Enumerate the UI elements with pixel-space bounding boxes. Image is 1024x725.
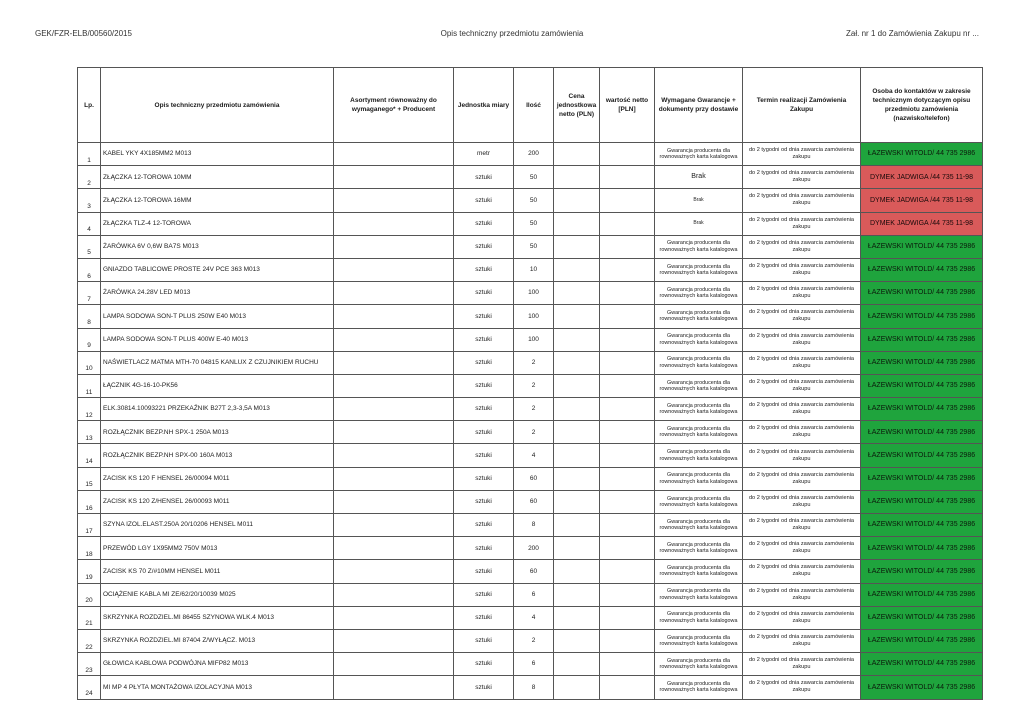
contact-person: DYMEK JADWIGA /44 735 11-98 [861, 189, 983, 212]
equivalent-input[interactable] [334, 421, 454, 444]
equivalent-input[interactable] [334, 629, 454, 652]
table-row [78, 398, 983, 421]
quantity: 100 [514, 282, 554, 305]
table-row [78, 514, 983, 537]
contact-person: ŁAZEWSKI WITOLD/ 44 735 2986 [861, 537, 983, 560]
unit-of-measure: sztuki [454, 606, 514, 629]
column-header-quantity: Ilość [514, 68, 554, 143]
table-row [78, 444, 983, 467]
equivalent-input[interactable] [334, 514, 454, 537]
guarantee-requirements: Gwarancja producenta dla rownoważnych karta katalogowa [655, 374, 743, 397]
unit-of-measure: sztuki [454, 235, 514, 258]
contact-person: ŁAZEWSKI WITOLD/ 44 735 2986 [861, 258, 983, 281]
net-value-input[interactable] [600, 328, 655, 351]
guarantee-requirements: Gwarancja producenta dla rownoważnych karta katalogowa [655, 444, 743, 467]
unit-of-measure: sztuki [454, 258, 514, 281]
delivery-term: do 2 tygodni od dnia zawarcia zamówienia zakupu [743, 676, 861, 699]
unit-of-measure: sztuki [454, 212, 514, 235]
unit-of-measure: sztuki [454, 282, 514, 305]
contact-person: ŁAZEWSKI WITOLD/ 44 735 2986 [861, 143, 983, 166]
contact-person: ŁAZEWSKI WITOLD/ 44 735 2986 [861, 444, 983, 467]
unit-of-measure: sztuki [454, 490, 514, 513]
table-row [78, 537, 983, 560]
quantity: 50 [514, 235, 554, 258]
unit-of-measure: sztuki [454, 189, 514, 212]
unit-price-input[interactable] [554, 258, 600, 281]
contact-person: DYMEK JADWIGA /44 735 11-98 [861, 212, 983, 235]
item-description: SKRZYNKA ROZDZIEL.MI 86455 SZYNOWA WLK.4 M013 [101, 606, 334, 629]
equivalent-input[interactable] [334, 537, 454, 560]
equivalent-input[interactable] [334, 398, 454, 421]
delivery-term: do 2 tygodni od dnia zawarcia zamówienia zakupu [743, 143, 861, 166]
table-row [78, 328, 983, 351]
guarantee-requirements: Brak [655, 212, 743, 235]
delivery-term: do 2 tygodni od dnia zawarcia zamówienia zakupu [743, 398, 861, 421]
table-row [78, 421, 983, 444]
equivalent-input[interactable] [334, 490, 454, 513]
row-number: 11 [78, 374, 101, 397]
unit-price-input[interactable] [554, 398, 600, 421]
equivalent-input[interactable] [334, 235, 454, 258]
net-value-input[interactable] [600, 282, 655, 305]
guarantee-requirements: Gwarancja producenta dla rownoważnych karta katalogowa [655, 629, 743, 652]
unit-price-input[interactable] [554, 235, 600, 258]
guarantee-requirements: Gwarancja producenta dla rownoważnych karta katalogowa [655, 653, 743, 676]
table-row [78, 490, 983, 513]
row-number: 22 [78, 629, 101, 652]
table-row [78, 467, 983, 490]
row-number: 6 [78, 258, 101, 281]
contact-person: ŁAZEWSKI WITOLD/ 44 735 2986 [861, 282, 983, 305]
unit-price-input[interactable] [554, 490, 600, 513]
unit-price-input[interactable] [554, 189, 600, 212]
contact-person: ŁAZEWSKI WITOLD/ 44 735 2986 [861, 421, 983, 444]
unit-price-input[interactable] [554, 676, 600, 699]
row-number: 5 [78, 235, 101, 258]
unit-of-measure: sztuki [454, 166, 514, 189]
row-number: 17 [78, 514, 101, 537]
unit-price-input[interactable] [554, 374, 600, 397]
quantity: 50 [514, 189, 554, 212]
net-value-input[interactable] [600, 537, 655, 560]
unit-of-measure: sztuki [454, 583, 514, 606]
row-number: 21 [78, 606, 101, 629]
table-row [78, 189, 983, 212]
table-row [78, 351, 983, 374]
column-header-description: Opis techniczny przedmiotu zamówienia [101, 68, 334, 143]
row-number: 12 [78, 398, 101, 421]
contact-person: ŁAZEWSKI WITOLD/ 44 735 2986 [861, 305, 983, 328]
quantity: 2 [514, 398, 554, 421]
quantity: 100 [514, 328, 554, 351]
equivalent-input[interactable] [334, 560, 454, 583]
guarantee-requirements: Gwarancja producenta dla rownoważnych karta katalogowa [655, 514, 743, 537]
table-header-row [78, 68, 983, 143]
contact-person: ŁAZEWSKI WITOLD/ 44 735 2986 [861, 629, 983, 652]
item-description: ZACISK KS 120 Z/HENSEL 26/00093 M011 [101, 490, 334, 513]
row-number: 19 [78, 560, 101, 583]
contact-person: ŁAZEWSKI WITOLD/ 44 735 2986 [861, 328, 983, 351]
delivery-term: do 2 tygodni od dnia zawarcia zamówienia zakupu [743, 629, 861, 652]
item-description: LAMPA SODOWA SON-T PLUS 250W E40 M013 [101, 305, 334, 328]
quantity: 4 [514, 606, 554, 629]
equivalent-input[interactable] [334, 444, 454, 467]
column-header-contact-person: Osoba do kontaktów w zakresie technicznym dotyczącym opisu przedmiotu zamówienia (nazwisko/telefon) [861, 68, 983, 143]
table-row [78, 143, 983, 166]
guarantee-requirements: Gwarancja producenta dla rownoważnych karta katalogowa [655, 143, 743, 166]
quantity: 60 [514, 560, 554, 583]
quantity: 50 [514, 166, 554, 189]
guarantee-requirements: Gwarancja producenta dla rownoważnych karta katalogowa [655, 606, 743, 629]
contact-person: DYMEK JADWIGA /44 735 11-98 [861, 166, 983, 189]
unit-of-measure: sztuki [454, 537, 514, 560]
quantity: 2 [514, 351, 554, 374]
row-number: 1 [78, 143, 101, 166]
column-header-guarantees: Wymagane Gwarancje + dokumenty przy dostawie [655, 68, 743, 143]
specification-table [77, 67, 983, 700]
quantity: 10 [514, 258, 554, 281]
delivery-term: do 2 tygodni od dnia zawarcia zamówienia zakupu [743, 444, 861, 467]
item-description: ŻARÓWKA 24.28V LED M013 [101, 282, 334, 305]
row-number: 20 [78, 583, 101, 606]
row-number: 9 [78, 328, 101, 351]
contact-person: ŁAZEWSKI WITOLD/ 44 735 2986 [861, 676, 983, 699]
net-value-input[interactable] [600, 166, 655, 189]
table-row [78, 629, 983, 652]
item-description: ZACISK KS 70 Z/#10MM HENSEL M011 [101, 560, 334, 583]
unit-of-measure: sztuki [454, 560, 514, 583]
contact-person: ŁAZEWSKI WITOLD/ 44 735 2986 [861, 653, 983, 676]
contact-person: ŁAZEWSKI WITOLD/ 44 735 2986 [861, 467, 983, 490]
row-number: 7 [78, 282, 101, 305]
delivery-term: do 2 tygodni od dnia zawarcia zamówienia zakupu [743, 282, 861, 305]
unit-of-measure: sztuki [454, 328, 514, 351]
contact-person: ŁAZEWSKI WITOLD/ 44 735 2986 [861, 606, 983, 629]
delivery-term: do 2 tygodni od dnia zawarcia zamówienia zakupu [743, 166, 861, 189]
row-number: 16 [78, 490, 101, 513]
guarantee-requirements: Brak [655, 166, 743, 189]
quantity: 8 [514, 676, 554, 699]
equivalent-input[interactable] [334, 282, 454, 305]
unit-price-input[interactable] [554, 629, 600, 652]
unit-price-input[interactable] [554, 653, 600, 676]
unit-price-input[interactable] [554, 560, 600, 583]
quantity: 200 [514, 537, 554, 560]
column-header-lp: Lp. [78, 68, 101, 143]
net-value-input[interactable] [600, 258, 655, 281]
guarantee-requirements: Gwarancja producenta dla rownoważnych karta katalogowa [655, 258, 743, 281]
unit-price-input[interactable] [554, 212, 600, 235]
table-row [78, 282, 983, 305]
equivalent-input[interactable] [334, 351, 454, 374]
guarantee-requirements: Gwarancja producenta dla rownoważnych karta katalogowa [655, 305, 743, 328]
attachment-reference: Zał. nr 1 do Zamówienia Zakupu nr ... [846, 29, 979, 38]
net-value-input[interactable] [600, 583, 655, 606]
item-description: LAMPA SODOWA SON-T PLUS 400W E-40 M013 [101, 328, 334, 351]
delivery-term: do 2 tygodni od dnia zawarcia zamówienia zakupu [743, 328, 861, 351]
net-value-input[interactable] [600, 212, 655, 235]
unit-of-measure: sztuki [454, 374, 514, 397]
contact-person: ŁAZEWSKI WITOLD/ 44 735 2986 [861, 398, 983, 421]
delivery-term: do 2 tygodni od dnia zawarcia zamówienia zakupu [743, 653, 861, 676]
quantity: 6 [514, 653, 554, 676]
table-body [78, 143, 983, 700]
net-value-input[interactable] [600, 629, 655, 652]
table-row [78, 235, 983, 258]
unit-price-input[interactable] [554, 467, 600, 490]
item-description: SKRZYNKA ROZDZIEL.MI 87404 Z/WYŁĄCZ. M013 [101, 629, 334, 652]
equivalent-input[interactable] [334, 212, 454, 235]
equivalent-input[interactable] [334, 653, 454, 676]
delivery-term: do 2 tygodni od dnia zawarcia zamówienia zakupu [743, 490, 861, 513]
net-value-input[interactable] [600, 676, 655, 699]
unit-of-measure: sztuki [454, 305, 514, 328]
net-value-input[interactable] [600, 444, 655, 467]
unit-price-input[interactable] [554, 583, 600, 606]
net-value-input[interactable] [600, 421, 655, 444]
quantity: 2 [514, 629, 554, 652]
row-number: 13 [78, 421, 101, 444]
table-row [78, 676, 983, 699]
quantity: 4 [514, 444, 554, 467]
guarantee-requirements: Brak [655, 189, 743, 212]
delivery-term: do 2 tygodni od dnia zawarcia zamówienia zakupu [743, 305, 861, 328]
column-header-delivery-term: Termin realizacji Zamówienia Zakupu [743, 68, 861, 143]
row-number: 14 [78, 444, 101, 467]
contact-person: ŁAZEWSKI WITOLD/ 44 735 2986 [861, 235, 983, 258]
guarantee-requirements: Gwarancja producenta dla rownoważnych karta katalogowa [655, 421, 743, 444]
row-number: 24 [78, 676, 101, 699]
guarantee-requirements: Gwarancja producenta dla rownoważnych karta katalogowa [655, 282, 743, 305]
unit-price-input[interactable] [554, 282, 600, 305]
delivery-term: do 2 tygodni od dnia zawarcia zamówienia zakupu [743, 235, 861, 258]
equivalent-input[interactable] [334, 305, 454, 328]
equivalent-input[interactable] [334, 258, 454, 281]
unit-price-input[interactable] [554, 166, 600, 189]
item-description: NAŚWIETLACZ MATMA MTH-70 04815 KANLUX Z CZUJNIKIEM RUCHU [101, 351, 334, 374]
net-value-input[interactable] [600, 514, 655, 537]
document-title: Opis techniczny przedmiotu zamówienia [440, 29, 584, 38]
table-row [78, 583, 983, 606]
equivalent-input[interactable] [334, 143, 454, 166]
quantity: 8 [514, 514, 554, 537]
table-row [78, 653, 983, 676]
item-description: OCIĄŻENIE KABLA MI ZE/62/20/10039 M025 [101, 583, 334, 606]
net-value-input[interactable] [600, 490, 655, 513]
unit-price-input[interactable] [554, 537, 600, 560]
quantity: 50 [514, 212, 554, 235]
table-row [78, 560, 983, 583]
net-value-input[interactable] [600, 351, 655, 374]
guarantee-requirements: Gwarancja producenta dla rownoważnych karta katalogowa [655, 583, 743, 606]
unit-price-input[interactable] [554, 305, 600, 328]
item-description: ZŁĄCZKA TLZ-4 12-TOROWA [101, 212, 334, 235]
item-description: SZYNA IZOL.ELAST.250A 20/10206 HENSEL M011 [101, 514, 334, 537]
table-row [78, 305, 983, 328]
unit-of-measure: sztuki [454, 629, 514, 652]
unit-price-input[interactable] [554, 351, 600, 374]
quantity: 2 [514, 374, 554, 397]
table-row [78, 374, 983, 397]
row-number: 2 [78, 166, 101, 189]
unit-price-input[interactable] [554, 328, 600, 351]
row-number: 10 [78, 351, 101, 374]
quantity: 60 [514, 490, 554, 513]
item-description: ZŁĄCZKA 12-TOROWA 16MM [101, 189, 334, 212]
equivalent-input[interactable] [334, 606, 454, 629]
contact-person: ŁAZEWSKI WITOLD/ 44 735 2986 [861, 583, 983, 606]
table-row [78, 212, 983, 235]
unit-of-measure: sztuki [454, 676, 514, 699]
column-header-unit: Jednostka miary [454, 68, 514, 143]
table-row [78, 606, 983, 629]
document-id: GEK/FZR-ELB/00560/2015 [35, 29, 132, 38]
quantity: 2 [514, 421, 554, 444]
delivery-term: do 2 tygodni od dnia zawarcia zamówienia zakupu [743, 351, 861, 374]
row-number: 8 [78, 305, 101, 328]
delivery-term: do 2 tygodni od dnia zawarcia zamówienia zakupu [743, 421, 861, 444]
table-row [78, 166, 983, 189]
unit-of-measure: sztuki [454, 398, 514, 421]
net-value-input[interactable] [600, 305, 655, 328]
equivalent-input[interactable] [334, 676, 454, 699]
item-description: KABEL YKY 4X185MM2 M013 [101, 143, 334, 166]
net-value-input[interactable] [600, 606, 655, 629]
quantity: 6 [514, 583, 554, 606]
net-value-input[interactable] [600, 653, 655, 676]
contact-person: ŁAZEWSKI WITOLD/ 44 735 2986 [861, 514, 983, 537]
delivery-term: do 2 tygodni od dnia zawarcia zamówienia zakupu [743, 467, 861, 490]
unit-price-input[interactable] [554, 606, 600, 629]
item-description: ROZŁĄCZNIK BEZP.NH SPX-1 250A M013 [101, 421, 334, 444]
net-value-input[interactable] [600, 467, 655, 490]
quantity: 60 [514, 467, 554, 490]
contact-person: ŁAZEWSKI WITOLD/ 44 735 2986 [861, 560, 983, 583]
delivery-term: do 2 tygodni od dnia zawarcia zamówienia zakupu [743, 374, 861, 397]
net-value-input[interactable] [600, 398, 655, 421]
net-value-input[interactable] [600, 235, 655, 258]
row-number: 3 [78, 189, 101, 212]
contact-person: ŁAZEWSKI WITOLD/ 44 735 2986 [861, 374, 983, 397]
item-description: ELK.30814.10093221 PRZEKAŹNIK B27T 2,3-3,5A M013 [101, 398, 334, 421]
equivalent-input[interactable] [334, 328, 454, 351]
guarantee-requirements: Gwarancja producenta dla rownoważnych karta katalogowa [655, 235, 743, 258]
unit-of-measure: sztuki [454, 467, 514, 490]
delivery-term: do 2 tygodni od dnia zawarcia zamówienia zakupu [743, 189, 861, 212]
delivery-term: do 2 tygodni od dnia zawarcia zamówienia zakupu [743, 560, 861, 583]
item-description: ZŁĄCZKA 12-TOROWA 10MM [101, 166, 334, 189]
unit-of-measure: sztuki [454, 421, 514, 444]
guarantee-requirements: Gwarancja producenta dla rownoważnych karta katalogowa [655, 676, 743, 699]
net-value-input[interactable] [600, 560, 655, 583]
unit-of-measure: sztuki [454, 514, 514, 537]
row-number: 4 [78, 212, 101, 235]
item-description: ZACISK KS 120 F HENSEL 26/00094 M011 [101, 467, 334, 490]
contact-person: ŁAZEWSKI WITOLD/ 44 735 2986 [861, 490, 983, 513]
quantity: 100 [514, 305, 554, 328]
delivery-term: do 2 tygodni od dnia zawarcia zamówienia zakupu [743, 514, 861, 537]
guarantee-requirements: Gwarancja producenta dla rownoważnych karta katalogowa [655, 537, 743, 560]
table-row [78, 258, 983, 281]
equivalent-input[interactable] [334, 467, 454, 490]
unit-price-input[interactable] [554, 444, 600, 467]
delivery-term: do 2 tygodni od dnia zawarcia zamówienia zakupu [743, 258, 861, 281]
unit-price-input[interactable] [554, 514, 600, 537]
net-value-input[interactable] [600, 189, 655, 212]
unit-price-input[interactable] [554, 421, 600, 444]
column-header-equivalent: Asortyment równoważny do wymaganego* + Producent [334, 68, 454, 143]
guarantee-requirements: Gwarancja producenta dla rownoważnych karta katalogowa [655, 398, 743, 421]
delivery-term: do 2 tygodni od dnia zawarcia zamówienia zakupu [743, 606, 861, 629]
contact-person: ŁAZEWSKI WITOLD/ 44 735 2986 [861, 351, 983, 374]
row-number: 15 [78, 467, 101, 490]
guarantee-requirements: Gwarancja producenta dla rownoważnych karta katalogowa [655, 328, 743, 351]
item-description: GNIAZDO TABLICOWE PROSTE 24V PCE 363 M013 [101, 258, 334, 281]
unit-of-measure: sztuki [454, 351, 514, 374]
quantity: 200 [514, 143, 554, 166]
item-description: ŻARÓWKA 6V 0,6W BA7S M013 [101, 235, 334, 258]
item-description: GŁOWICA KABLOWA PODWÓJNA MIFP82 M013 [101, 653, 334, 676]
item-description: ŁĄCZNIK 4G-16-10-PK56 [101, 374, 334, 397]
equivalent-input[interactable] [334, 189, 454, 212]
unit-of-measure: sztuki [454, 653, 514, 676]
unit-of-measure: metr [454, 143, 514, 166]
item-description: ROZŁĄCZNIK BEZP.NH SPX-00 160A M013 [101, 444, 334, 467]
item-description: MI MP 4 PŁYTA MONTAŻOWA IZOLACYJNA M013 [101, 676, 334, 699]
guarantee-requirements: Gwarancja producenta dla rownoważnych karta katalogowa [655, 467, 743, 490]
delivery-term: do 2 tygodni od dnia zawarcia zamówienia zakupu [743, 583, 861, 606]
column-header-unit-price: Cena jednostkowa netto (PLN) [554, 68, 600, 143]
row-number: 23 [78, 653, 101, 676]
equivalent-input[interactable] [334, 374, 454, 397]
guarantee-requirements: Gwarancja producenta dla rownoważnych karta katalogowa [655, 560, 743, 583]
column-header-net-value: wartość netto [PLN] [600, 68, 655, 143]
equivalent-input[interactable] [334, 583, 454, 606]
equivalent-input[interactable] [334, 166, 454, 189]
net-value-input[interactable] [600, 374, 655, 397]
guarantee-requirements: Gwarancja producenta dla rownoważnych karta katalogowa [655, 490, 743, 513]
delivery-term: do 2 tygodni od dnia zawarcia zamówienia zakupu [743, 212, 861, 235]
unit-of-measure: sztuki [454, 444, 514, 467]
row-number: 18 [78, 537, 101, 560]
delivery-term: do 2 tygodni od dnia zawarcia zamówienia zakupu [743, 537, 861, 560]
guarantee-requirements: Gwarancja producenta dla rownoważnych karta katalogowa [655, 351, 743, 374]
unit-price-input[interactable] [554, 143, 600, 166]
item-description: PRZEWÓD LGY 1X95MM2 750V M013 [101, 537, 334, 560]
net-value-input[interactable] [600, 143, 655, 166]
